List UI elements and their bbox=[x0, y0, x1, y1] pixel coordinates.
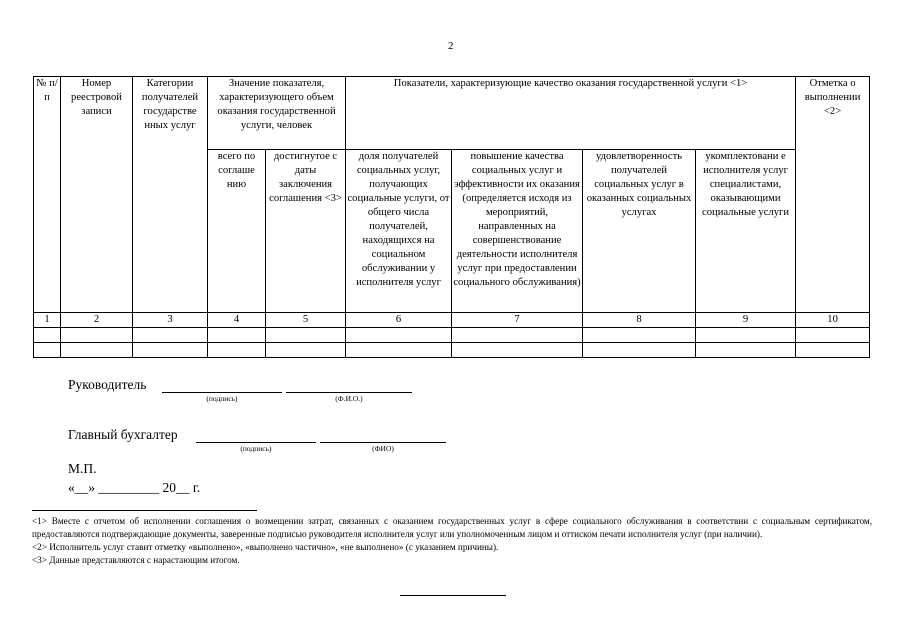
table-cell bbox=[61, 343, 133, 358]
table-cell bbox=[61, 328, 133, 343]
footnote-2: <2> Исполнитель услуг ставит отметку «выполнено», «выполнено частично», «не выполнено» (с указанием причины). bbox=[32, 542, 499, 552]
column-number-row bbox=[34, 313, 870, 328]
column-number: 6 bbox=[346, 313, 452, 328]
header-num: № п/п bbox=[34, 77, 61, 313]
footnote-divider bbox=[32, 510, 257, 511]
report-table bbox=[33, 76, 870, 358]
head-name-line bbox=[286, 391, 412, 393]
table-cell bbox=[266, 343, 346, 358]
header-mark: Отметка о выполнении <2> bbox=[796, 77, 870, 313]
subheader-volume-total: всего по соглаше нию bbox=[208, 150, 266, 313]
subheader-quality-improve: повышение качества социальных услуг и эффективности их оказания (определяется исходя из мероприятий, направленных на совершенствование деятельности исполнителя услуг при предоставлении социального обслуживания) bbox=[452, 150, 583, 313]
table-cell bbox=[34, 328, 61, 343]
accountant-sign-hint: (подпись) bbox=[240, 444, 272, 453]
accountant-label: Главный бухгалтер bbox=[68, 427, 178, 442]
column-number: 8 bbox=[583, 313, 696, 328]
column-number: 3 bbox=[133, 313, 208, 328]
header-categories: Категории получателей государстве нных услуг bbox=[133, 77, 208, 313]
footnote-3: <3> Данные представляются с нарастающим итогом. bbox=[32, 555, 240, 565]
column-number: 2 bbox=[61, 313, 133, 328]
header-volume: Значение показателя, характеризующего объем оказания государственной услуги, человек bbox=[208, 77, 346, 150]
page-number: 2 bbox=[448, 40, 454, 52]
table-row bbox=[34, 343, 870, 358]
table-cell bbox=[696, 343, 796, 358]
table-cell bbox=[346, 343, 452, 358]
table-cell bbox=[583, 328, 696, 343]
end-divider bbox=[400, 595, 506, 596]
table-cell bbox=[452, 328, 583, 343]
seal-label: М.П. bbox=[68, 461, 97, 476]
table-cell bbox=[452, 343, 583, 358]
table-cell bbox=[583, 343, 696, 358]
column-number: 9 bbox=[696, 313, 796, 328]
head-sign-hint: (подпись) bbox=[206, 394, 238, 403]
header-quality: Показатели, характеризующие качество оказания государственной услуги <1> bbox=[346, 77, 796, 150]
table-cell bbox=[266, 328, 346, 343]
table-cell bbox=[346, 328, 452, 343]
footnotes bbox=[32, 515, 872, 567]
column-number: 5 bbox=[266, 313, 346, 328]
table-cell bbox=[34, 343, 61, 358]
table-cell bbox=[696, 328, 796, 343]
table-row bbox=[34, 328, 870, 343]
head-label: Руководитель bbox=[68, 377, 147, 392]
accountant-name-line bbox=[320, 441, 446, 443]
head-name-hint: (Ф.И.О.) bbox=[335, 394, 363, 403]
table-cell bbox=[133, 328, 208, 343]
table-cell bbox=[133, 343, 208, 358]
accountant-name-hint: (ФИО) bbox=[372, 444, 394, 453]
date-line: «__» _________ 20__ г. bbox=[68, 480, 201, 495]
subheader-quality-satisfaction: удовлетворенность получателей социальных услуг в оказанных социальных услугах bbox=[583, 150, 696, 313]
column-number: 4 bbox=[208, 313, 266, 328]
column-number: 1 bbox=[34, 313, 61, 328]
table-cell bbox=[796, 343, 870, 358]
subheader-quality-staffing: укомплектовани е исполнителя услуг специалистами, оказывающими социальные услуги bbox=[696, 150, 796, 313]
header-registry: Номер реестровой записи bbox=[61, 77, 133, 313]
column-number: 7 bbox=[452, 313, 583, 328]
footnote-1: <1> Вместе с отчетом об исполнении соглашения о возмещении затрат, связанных с оказанием государственных услуг в сфере социального обслуживания в соответствии с социальным сертификатом, предоставляются подтверждающие документы, заверенные подписью руководителя исполнителя услуг или уполномоченным лицом и оттиском печати исполнителя услуг (при наличии). bbox=[32, 516, 872, 539]
accountant-signature-line bbox=[196, 441, 316, 443]
column-number: 10 bbox=[796, 313, 870, 328]
table-cell bbox=[208, 343, 266, 358]
subheader-volume-achieved: достигнутое с даты заключения соглашения <3> bbox=[266, 150, 346, 313]
subheader-quality-share: доля получателей социальных услуг, получающих социальные услуги, от общего числа получателей, находящихся на социальном обслуживании у исполнителя услуг bbox=[346, 150, 452, 313]
table-cell bbox=[208, 328, 266, 343]
head-signature-line bbox=[162, 391, 282, 393]
table-cell bbox=[796, 328, 870, 343]
